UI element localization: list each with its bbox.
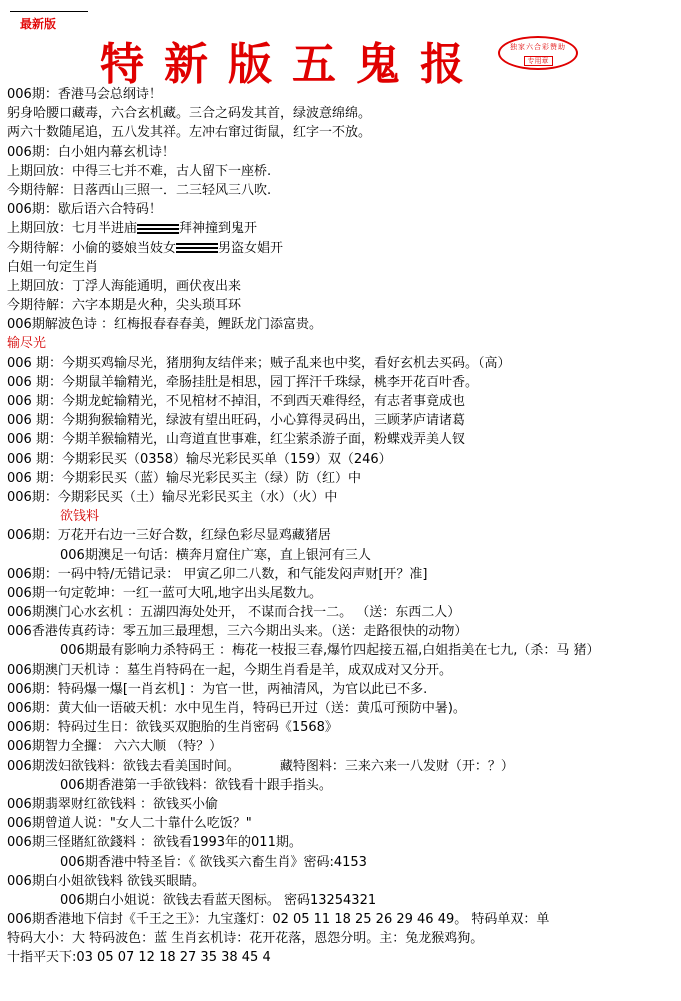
line-text: 上期回放：丁浮人海能通明，画伏夜出来 [7, 278, 242, 294]
seal-text-bottom: 专用章 [524, 56, 553, 66]
text-line [7, 546, 677, 565]
edition-label: 最新版 [20, 17, 57, 31]
seal-text-top: 独家六合彩赞助 [510, 43, 566, 51]
line-text: 006期：今期彩民买（土）输尽光彩民买主（水）（火）中 [7, 489, 338, 505]
text-line [7, 929, 677, 948]
line-text: 006期澳足一句话：横奔月窟住广寒，直上银河有三人 [60, 547, 371, 563]
line-text: 006香港传真药诗：零五加三最理想，三六今期出头来。（送：走路很快的动物） [7, 624, 468, 640]
text-line [7, 123, 677, 142]
line-text: 上期回放：七月半进庙 [7, 221, 138, 237]
line-text: 006期白小姐欲钱料 欲钱买眼睛。 [7, 873, 205, 889]
line-text: 006期香港地下信封《千王之王》：九宝蓬灯：02 05 11 18 25 26 29 46 49。 特码单双：单 [7, 912, 550, 928]
text-line [7, 872, 677, 891]
line-text: 006 期：今期鼠羊输精光，牵肠挂肚是相思，园丁挥汗千珠绿，桃李开花百叶香。 [7, 374, 478, 390]
line-text: 006期翡翠财红欲钱料 ：欲钱买小偷 [7, 796, 218, 812]
line-text: 006期：万花开右边一三好合数，红绿色彩尽显鸡藏猪居 [7, 528, 331, 544]
line-text-after: 男盗女娼开 [218, 240, 284, 256]
line-text: 006 期：今期龙蛇输精光，不见棺材不掉泪，不到西天难得经，有志者事竟成也 [7, 394, 465, 409]
text-line [7, 469, 677, 488]
line-text: 输尽光 [7, 336, 47, 352]
line-text: 006 期：今期狗猴输精光，绿波有望出旺码，小心算得灵码出，三顾茅庐请诸葛 [7, 413, 465, 429]
line-text: 今期待解：日落西山三照一．二三轻风三八吹. [7, 182, 272, 198]
line-text: 白姐一句定生肖 [7, 259, 99, 275]
text-line [7, 85, 677, 104]
line-text: 欲钱料 [60, 509, 100, 525]
line-text: 两六十数随尾追，五八发其祥。左冲右窜过街鼠，红字一不放。 [7, 125, 372, 141]
text-line [7, 948, 677, 967]
text-line [7, 334, 677, 353]
text-line [7, 296, 677, 315]
text-line [7, 814, 677, 833]
text-line [7, 641, 677, 660]
line-text-after: 拜神撞到鬼开 [179, 221, 258, 237]
text-line [7, 526, 677, 545]
line-text: 006期：香港马会总纲诗！ [7, 87, 162, 102]
line-text: 006期香港第一手欲钱料：欲钱看十跟手指头。 [60, 777, 332, 793]
text-line [7, 833, 677, 852]
line-text: 006期：特码过生日：欲钱买双胞胎的生肖密码《1568》 [7, 720, 338, 736]
line-text: 006 期：今期羊猴输精光，山弯道直世事难，红尘萦杀游子面，粉蝶戏弄美人钗 [7, 432, 465, 448]
text-line [7, 488, 677, 507]
line-text: 特码大小：大 特码波色：蓝 生肖玄机诗：花开花落，恩怨分明。主：兔龙猴鸡狗。 [7, 931, 484, 947]
line-text: 006期：特码爆一爆[一肖玄机] ：为官一世，两袖清风，为官以此已不多. [7, 681, 428, 697]
text-line [7, 411, 677, 430]
line-text: 006期泼妇欲钱料：欲钱去看美国时间。 [7, 758, 240, 774]
text-line [7, 718, 677, 737]
text-line [7, 699, 677, 718]
text-line [7, 795, 677, 814]
text-line [7, 239, 677, 258]
line-text: 006期：歇后语六合特码！ [7, 202, 162, 218]
text-line [7, 603, 677, 622]
seal-stamp [498, 36, 578, 70]
text-line [7, 507, 677, 526]
text-line [7, 430, 677, 449]
line-text: 今期待解：小偷的婆娘当妓女 [7, 240, 177, 256]
line-text: 006期：一码中特/无错记录： 甲寅乙卯二八数，和气能发闷声财[开？准] [7, 566, 428, 582]
text-line [7, 891, 677, 910]
line-text: 006期曾道人说："女人二十靠什么吃饭？" [7, 816, 252, 832]
line-text: 006期一句定乾坤：一红一蓝可大吼,地字出头尾数九。 [7, 585, 322, 601]
line-text: 十指平天下:03 05 07 12 18 27 35 38 45 4 [7, 950, 271, 966]
text-line [7, 737, 677, 756]
line-text-after: 藏特图料：三来六来一八发财（开：？） [279, 758, 514, 774]
top-rule [10, 11, 88, 12]
text-line [7, 776, 677, 795]
line-text: 006期：黄大仙一语破天机：水中见生肖，特码已开过（送：黄瓜可预防中暑)。 [7, 701, 466, 716]
text-line [7, 680, 677, 699]
line-text: 006 期：今期买鸡输尽光，猪朋狗友结伴来；贼子乱来也中奖，看好玄机去买码。（高） [7, 355, 511, 371]
text-line [7, 258, 677, 277]
text-line [7, 181, 677, 200]
line-text: 006期最有影响力杀特码王 ：梅花一枝报三春,爆竹四起接五福,白姐指美在七九,（杀：马 猪） [60, 643, 600, 659]
line-text: 006期解波色诗 ：红梅报春春春美，鲤跃龙门添富贵。 [7, 317, 322, 333]
text-line [7, 622, 677, 641]
text-line [7, 584, 677, 603]
text-line [7, 450, 677, 469]
line-text: 006期香港中特圣旨：《 欲钱买六畜生肖》密码:4153 [60, 854, 367, 870]
line-text: 006期三怪賭紅欲錢料 ：欲钱看1993年的011期。 [7, 835, 302, 851]
text-line [7, 910, 677, 929]
text-line [7, 853, 677, 872]
page-title: 特新版五鬼报 [100, 39, 484, 90]
content-lines [7, 85, 677, 968]
text-line [7, 315, 677, 334]
text-line [7, 104, 677, 123]
line-text: 上期回放：中得三七并不难，古人留下一座桥. [7, 163, 272, 179]
text-line [7, 143, 677, 162]
text-line [7, 277, 677, 296]
line-text: 006期智力全攞： 六六大顺 （特？） [7, 739, 223, 755]
line-text: 006期澳门心水玄机 ：五湖四海处处开， 不谋而合找一二。 （送：东西二人） [7, 605, 461, 621]
line-text: 006期澳门天机诗 ：墓生肖特码在一起，今期生肖看是羊，成双成对又分开。 [7, 662, 452, 678]
text-line [7, 757, 677, 776]
censor-bars-icon [176, 243, 218, 253]
line-text: 006期白小姐说：欲钱去看蓝天图标。 密码13254321 [60, 892, 377, 908]
text-line [7, 219, 677, 238]
text-line [7, 565, 677, 584]
text-line [7, 354, 677, 373]
text-line [7, 392, 677, 411]
censor-bars-icon [137, 224, 179, 234]
text-line [7, 162, 677, 181]
line-text: 今期待解：六字本期是火种，尖头琐耳环 [7, 298, 242, 314]
text-line [7, 373, 677, 392]
line-text: 006 期：今期彩民买（0358）输尽光彩民买单（159）双（246） [7, 451, 392, 467]
line-text: 躬身哈腰口藏毒，六合玄机藏。三合之码发其首，绿波意绵绵。 [7, 106, 372, 122]
text-line [7, 200, 677, 219]
text-line [7, 661, 677, 680]
line-text: 006 期：今期彩民买（蓝）输尽光彩民买主（绿）防（红）中 [7, 470, 361, 486]
line-text: 006期：白小姐内幕玄机诗！ [7, 144, 175, 160]
